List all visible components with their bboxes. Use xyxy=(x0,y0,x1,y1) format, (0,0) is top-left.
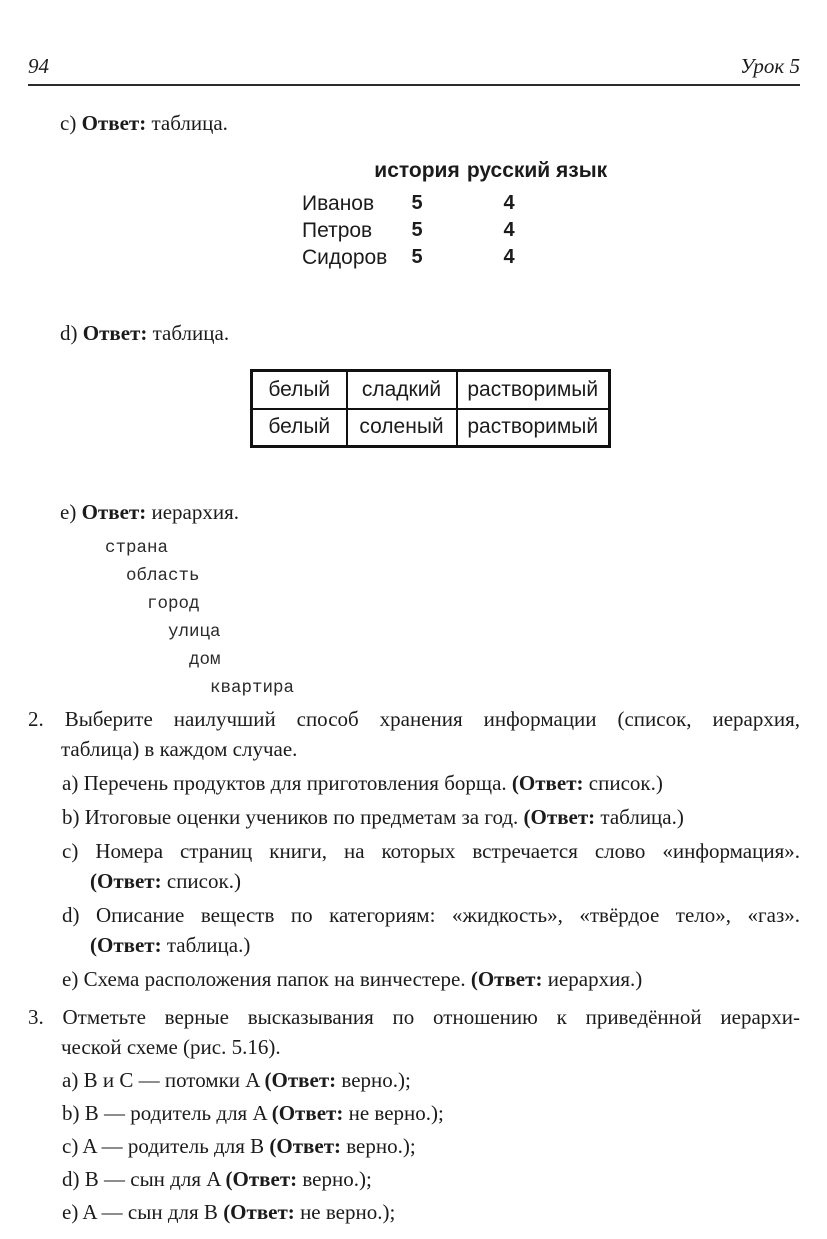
table-cell: белый xyxy=(252,371,347,409)
hierarchy-level: город xyxy=(147,594,200,614)
list-item-line xyxy=(62,768,800,798)
list-item xyxy=(62,1131,800,1161)
task-text: Выберите наилучший способ хранения информации (список, иерархия, xyxy=(64,707,800,731)
hierarchy-level: квартира xyxy=(210,678,295,698)
answer-text: таблица. xyxy=(151,111,228,135)
list-item-line xyxy=(62,964,800,994)
table-cell: 5 xyxy=(411,192,423,214)
item-text: B — сын для A xyxy=(84,1167,221,1191)
table-cell: 4 xyxy=(503,246,515,268)
table-cell: растворимый xyxy=(457,371,610,409)
answer-line-d xyxy=(60,319,800,347)
answer-keyword: (Ответ: xyxy=(271,1101,344,1125)
item-label: d) xyxy=(62,903,80,927)
item-label: d) xyxy=(62,1167,80,1191)
answer-line-e xyxy=(60,498,800,526)
task-statement-line: таблица) в каждом случае. xyxy=(61,737,298,761)
item-text: A — сын для B xyxy=(82,1200,218,1224)
task-text: Отметьте верные высказывания по отношению к приведённой иерархи- xyxy=(62,1005,800,1029)
answer-keyword: (Ответ: xyxy=(90,869,162,893)
answer-text: не верно.); xyxy=(348,1101,444,1125)
hierarchy-level: улица xyxy=(168,622,221,642)
list-item-line xyxy=(90,866,800,896)
list-item-line xyxy=(62,900,800,930)
answer-text: таблица.) xyxy=(600,805,684,829)
answer-line-c xyxy=(60,109,800,137)
lesson-label: Урок 5 xyxy=(740,54,800,78)
properties-table xyxy=(250,369,611,448)
item-label: c) xyxy=(62,839,79,863)
item-label: d) xyxy=(60,321,78,345)
answer-text: таблица. xyxy=(152,321,230,345)
answer-text: иерархия. xyxy=(151,500,239,524)
table-cell: сладкий xyxy=(347,371,457,409)
answer-keyword: Ответ: xyxy=(81,500,147,524)
list-item-line xyxy=(62,1131,800,1161)
hierarchy-level: страна xyxy=(105,538,169,558)
list-item-line xyxy=(62,1065,800,1095)
list-item xyxy=(62,1065,800,1095)
task-number: 2. xyxy=(28,707,44,731)
page-number: 94 xyxy=(28,54,49,78)
item-text: Описание веществ по категориям: «жидкость», «твёрдое тело», «газ». xyxy=(96,903,800,927)
table-cell: 5 xyxy=(411,246,423,268)
grades-column-header: история xyxy=(374,159,460,182)
list-item xyxy=(62,900,800,960)
task-3-statement xyxy=(28,1002,800,1062)
answer-text: не верно.); xyxy=(300,1200,396,1224)
list-item-line xyxy=(62,802,800,832)
list-item xyxy=(62,1197,800,1227)
item-text: A — родитель для B xyxy=(82,1134,265,1158)
table-cell: растворимый xyxy=(457,409,610,447)
answer-text: верно.); xyxy=(341,1068,411,1092)
answer-keyword: Ответ: xyxy=(81,111,147,135)
list-item-line xyxy=(62,836,800,866)
running-head xyxy=(28,54,800,86)
task-statement-line xyxy=(28,1002,800,1032)
item-text: Перечень продуктов для приготовления борща. xyxy=(83,771,507,795)
item-label: a) xyxy=(62,771,79,795)
answer-keyword: (Ответ: xyxy=(523,805,596,829)
answer-text: верно.); xyxy=(346,1134,416,1158)
task-statement-line xyxy=(28,704,800,734)
table-cell: соленый xyxy=(347,409,457,447)
list-item-line xyxy=(62,1164,800,1194)
list-item xyxy=(62,1098,800,1128)
table-cell: 4 xyxy=(503,192,515,214)
list-item-line xyxy=(62,1197,800,1227)
grades-column-header: русский язык xyxy=(466,159,608,182)
answer-keyword: Ответ: xyxy=(82,321,148,345)
item-text: Итоговые оценки учеников по предметам за год. xyxy=(84,805,519,829)
list-item xyxy=(62,1164,800,1194)
answer-keyword: (Ответ: xyxy=(264,1068,337,1092)
item-label: e) xyxy=(62,967,79,991)
list-item xyxy=(62,964,800,994)
table-cell: 5 xyxy=(411,219,423,241)
list-item xyxy=(62,802,800,832)
answer-text: иерархия.) xyxy=(547,967,643,991)
answer-text: список.) xyxy=(588,771,663,795)
grades-table xyxy=(302,157,800,271)
item-text: B — родитель для A xyxy=(84,1101,267,1125)
task-2-items xyxy=(28,768,800,994)
hierarchy-level: область xyxy=(126,566,200,586)
item-label: a) xyxy=(62,1068,79,1092)
item-label: c) xyxy=(62,1134,79,1158)
table-row xyxy=(252,409,610,447)
hierarchy-level: дом xyxy=(189,650,221,670)
list-item-line xyxy=(62,1098,800,1128)
task-2-statement xyxy=(28,704,800,764)
list-item xyxy=(62,768,800,798)
item-text: B и C — потомки A xyxy=(83,1068,260,1092)
task-statement-line: ческой схеме (рис. 5.16). xyxy=(61,1035,281,1059)
answer-keyword: (Ответ: xyxy=(269,1134,342,1158)
answer-keyword: (Ответ: xyxy=(90,933,162,957)
list-item xyxy=(62,836,800,896)
answer-keyword: (Ответ: xyxy=(223,1200,295,1224)
table-row-name: Иванов xyxy=(302,192,375,215)
table-cell: 4 xyxy=(503,219,515,241)
answer-keyword: (Ответ: xyxy=(225,1167,298,1191)
table-row-name: Сидоров xyxy=(302,246,388,269)
table-cell: белый xyxy=(252,409,347,447)
item-label: c) xyxy=(60,111,77,135)
list-item-line xyxy=(90,930,800,960)
item-label: e) xyxy=(60,500,77,524)
answer-keyword: (Ответ: xyxy=(511,771,584,795)
answer-text: верно.); xyxy=(302,1167,372,1191)
answer-keyword: (Ответ: xyxy=(470,967,543,991)
item-label: b) xyxy=(62,1101,80,1125)
hierarchy-listing xyxy=(105,534,800,702)
task-3-items xyxy=(28,1065,800,1227)
item-text: Схема расположения папок на винчестере. xyxy=(83,967,466,991)
answer-text: список.) xyxy=(166,869,241,893)
table-row-name: Петров xyxy=(302,219,373,242)
table-row xyxy=(252,371,610,409)
item-label: b) xyxy=(62,805,80,829)
item-label: e) xyxy=(62,1200,79,1224)
task-number: 3. xyxy=(28,1005,44,1029)
item-text: Номера страниц книги, на которых встречается слово «информация». xyxy=(95,839,800,863)
answer-text: таблица.) xyxy=(166,933,251,957)
